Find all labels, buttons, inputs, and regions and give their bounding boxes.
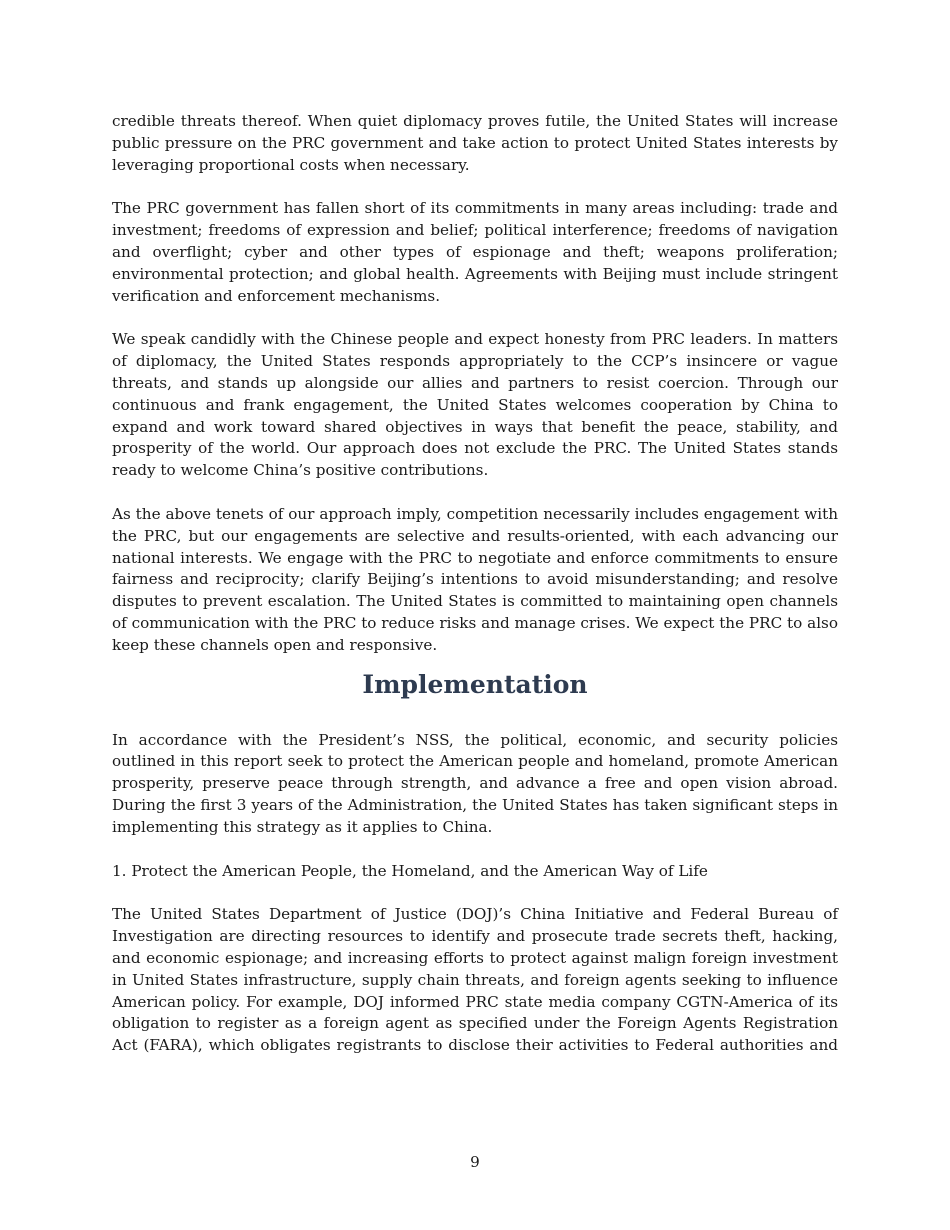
paragraph-candid-diplomacy: We speak candidly with the Chinese people and expect honesty from PRC leaders. In matters of diplomacy, the United States responds appropriately to the CCP’s insincere or vague threats, and stands up alongside our allies and partners to resist coercion. Through our continuous and frank engagement, the United States welcomes cooperation by China to expand and work toward shared objectives in ways that benefit the peace, stability, and prosperity of the world. Our approach does not exclude the PRC. The United States stands ready to welcome China’s positive contributions. xyxy=(112,330,838,480)
paragraph-public-pressure: credible threats thereof. When quiet diplomacy proves futile, the United States will increase public pressure on the PRC government and take action to protect United States interests by leveraging proportional costs when necessary. xyxy=(112,112,838,174)
paragraph-spacer xyxy=(112,176,838,198)
paragraph-spacer xyxy=(112,882,838,904)
paragraph-implementation-intro: In accordance with the President’s NSS, the political, economic, and security policies outlined in this report seek to protect the American people and homeland, promote American prosperity, preserve peace through strength, and advance a free and open vision abroad. During the first 3 years of the Administration, the United States has taken significant steps in implementing this strategy as it applies to China. xyxy=(112,730,838,836)
paragraph-spacer xyxy=(112,482,838,504)
paragraph-commitments: The PRC government has fallen short of its commitments in many areas including: trade and investment; freedoms of expression and belief; political interference; freedoms of navigation and overflight; cyber and other types of espionage and theft; weapons proliferation; environmental protection; and global health. Agreements with Beijing must include stringent verification and enforcement mechanisms. xyxy=(112,199,838,305)
paragraph-engagement: As the above tenets of our approach imply, competition necessarily includes engagement with the PRC, but our engagements are selective and results-oriented, with each advancing our national interests. We engage with the PRC to negotiate and enforce commitments to ensure fairness and reciprocity; clarify Beijing’s intentions to avoid misunderstanding; and resolve disputes to prevent escalation. The United States is committed to maintaining open channels of communication with the PRC to reduce risks and manage crises. We expect the PRC to also keep these channels open and responsive. xyxy=(112,504,838,654)
page-number: 9 xyxy=(470,1153,480,1171)
numbered-item-protect-american-people: 1. Protect the American People, the Homeland, and the American Way of Life xyxy=(112,861,708,880)
section-heading-implementation: Implementation xyxy=(362,669,588,699)
paragraph-spacer xyxy=(112,839,838,861)
paragraph-doj-china-initiative: The United States Department of Justice (DOJ)’s China Initiative and Federal Bureau of Investigation are directing resources to identify and prosecute trade secrets theft, hacking, and economic espionage; and increasing efforts to protect against malign foreign investment in United States infrastructure, supply chain threats, and foreign agents seeking to influence American policy. For example, DOJ informed PRC state media company CGTN-America of its obligation to register as a foreign agent as specified under the Foreign Agents Registration Act (FARA), which obligates registrants to disclose their activities to Federal authorities and xyxy=(112,905,838,1055)
document-body xyxy=(112,111,838,1057)
paragraph-spacer xyxy=(112,307,838,329)
